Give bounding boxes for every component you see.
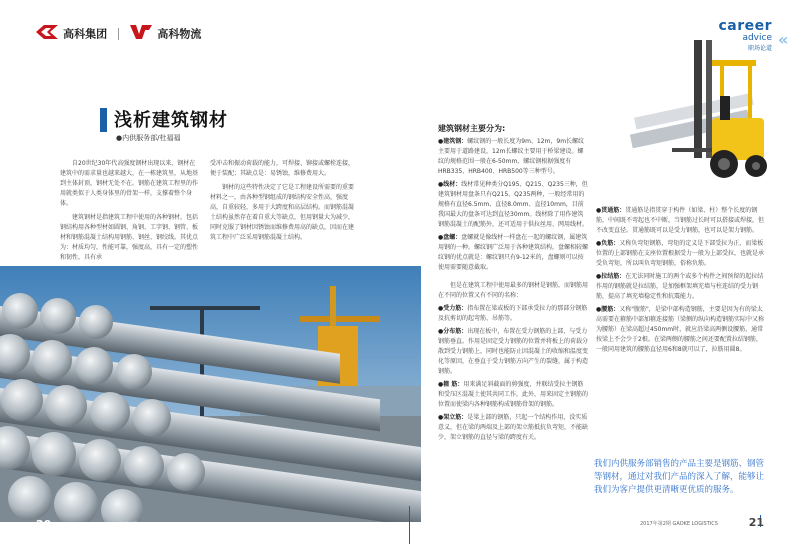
double-chevron-left-icon: «	[778, 30, 789, 49]
footer-left-text: GAOKE LOGISTICS 2017年第2期	[60, 522, 138, 528]
article-column-2	[210, 159, 355, 247]
list-item-text: 螺纹钢的一般长度为9m、12m，9m长螺纹主要用于道路建设，12m长螺纹主要用于桥梁建设。螺纹的规格范围一般在6-50mm，螺纹钢根据强度有HRB335、HRB400、HRB500等三种型号。	[438, 138, 585, 175]
list-item	[438, 327, 588, 377]
list-item-text: 在无法同时施工的两个或多个构件之间预留的起拉结作用的钢筋就是拉结筋，是加强框架填充墙与柱连结的受力钢筋，提高了填充墙稳定性和抗震能力。	[596, 273, 764, 300]
list-item	[596, 206, 764, 236]
steel-bars-photo	[0, 266, 421, 522]
paragraph: 钢材的这些特性决定了它是工程建设所需要的重要材料之一，由各种型钢组成的钢结构安全性高，强度高，自重较轻，多用于大跨度和高层结构。而钢筋混凝土结构虽然存在着自重大等缺点，但用钢量大为减少，同时克服了钢材因锈蚀而维修费用高的缺点，因而在建筑工程中广泛采用钢筋混凝土结构。	[210, 184, 355, 241]
list-item-label: ●架立筋：	[438, 414, 468, 421]
article-column-3	[438, 124, 588, 446]
article-byline: ●内供服务部/杜福福	[116, 134, 181, 142]
list-item-text: 又称负弯矩钢筋，弯矩的定义是下部受拉为正，而梁板位置的上部钢筋在支座位置根据受力一般为上部受拉，也就是承受负弯矩，所以叫负弯矩钢筋，俗称负筋。	[596, 240, 765, 267]
footer-right-text: 2017年第2期 GAOKE LOGISTICS	[640, 521, 718, 527]
list-item-label: ●线材：	[438, 181, 462, 188]
section-header-advice: advice	[742, 33, 772, 43]
paragraph: 建筑钢材是指建筑工程中使用的各种钢材，包括钢结构用各种型材如圆钢、角钢、工字钢、钢管、板材和钢筋混凝土结构用钢筋、钢丝、钢绞线。其优点为：材质均匀，性能可靠，强度高，具有一定的塑性和韧性，具有承	[60, 214, 199, 261]
section-header-career: career	[718, 18, 772, 34]
section-header-cn: 职场论道	[747, 45, 772, 52]
list-item-text: 指布置在梁或板的下部承受拉力的那部分钢筋及抗剪切的起弯筋、吊筋等。	[438, 305, 588, 322]
logo-divider	[118, 28, 119, 40]
paragraph: 受冲击和振动荷载的能力，可焊接、铆接或螺栓连接，便于装配；其缺点是：易锈蚀，维修费用大。	[210, 160, 355, 177]
gaoke-logistics-logo-icon	[130, 24, 152, 43]
page-number-right: 21	[748, 516, 764, 529]
gaoke-group-logo-icon	[36, 24, 58, 43]
page-number-left: 20	[36, 518, 52, 531]
list-item-text: 贯通筋是指贯穿于构件（如梁、柱）整个长度的钢筋，中间既不弯起也不中断，当钢筋过长时可以搭接或焊接，但不改变直径。贯通筋既可以是受力钢筋，也可以是架力钢筋。	[596, 207, 765, 234]
section-title: 建筑钢材主要分为:	[438, 124, 506, 133]
logo-group-text: 高科集团	[63, 27, 108, 41]
list-item	[438, 233, 588, 273]
header-logos	[36, 23, 266, 39]
list-item-label: ●建筑钢：	[438, 138, 468, 145]
list-item-label: ●腰筋：	[596, 306, 620, 313]
list-item-text: 盘螺就是像线材一样盘在一起的螺纹钢，属建筑用钢的一种。螺纹钢广泛用于各种建筑结构，盘螺相较螺纹钢的优点就是：螺纹钢只有9-12米的，盘螺则可以按使用需要随意截取。	[438, 234, 589, 271]
list-item-text: 用来满足斜截面的剪强度，并联结受拉主钢筋和受压区混凝土使其共同工作，此外，用来固定主钢筋的位置而使梁内各种钢筋构成钢筋骨架的钢筋。	[438, 381, 589, 408]
article-column-1	[60, 159, 198, 267]
paragraph: 但是在建筑工程中使用最多的钢材是钢筋，而钢筋用在不同的位置又有不同的名称：	[438, 282, 589, 299]
list-item-label: ●分布筋：	[438, 328, 468, 335]
list-item-label: ●拉结筋：	[596, 273, 626, 280]
list-item-text: 是梁上部的钢筋，只起一个结构作用，没实质意义，但在梁的两端及上部的架立筋抵抗负弯矩，不能缺少，架立钢筋的直径与梁的跨度有关。	[438, 414, 589, 441]
article-title: 浅析建筑钢材	[114, 110, 228, 131]
list-item	[438, 137, 588, 177]
logo-logistics-text: 高科物流	[157, 27, 202, 41]
footer-divider	[409, 506, 410, 544]
paragraph: 自20世纪30年代高强度钢材出现以来，钢材在建筑中的需求量也越来越大，在一栋建筑里，从地基到主体封顶，钢材无处不在。钢筋在建筑工程里的作用就类似于人类身体里的骨架一样，支撑着整个身体。	[60, 160, 199, 207]
list-item-label: ●盘螺：	[438, 234, 462, 241]
forklift-illustration	[620, 30, 770, 190]
list-item	[438, 380, 588, 410]
list-item-label: ●箍 筋：	[438, 381, 464, 388]
list-item-text: 出现在板中，布置在受力钢筋的上部，与受力钢筋垂直。作用是固定受力钢筋的位置并将板上的荷载分散到受力钢筋上，同时也能防止因混凝土的收缩和温度变化等原因，在垂直于受力钢筋方向产生的裂缝，属于构造钢筋。	[438, 328, 589, 375]
list-item	[596, 305, 764, 355]
list-item-label: ●贯通筋：	[596, 207, 626, 214]
list-item-label: ●受力筋：	[438, 305, 468, 312]
list-item	[596, 272, 764, 302]
title-accent-bar	[100, 108, 107, 132]
article-column-4	[596, 206, 764, 358]
list-item	[596, 239, 764, 269]
list-item	[438, 413, 588, 443]
list-item-text: 又称"腹筋"，是梁中部构造钢筋，主要是因为有的梁太高需要在箍筋中部加箍连接筋（梁侧的纵向构造钢筋实际中又称为腰筋）在梁高超过450mm时，就应沿梁高两侧设腰筋，通常按梁上不会少于2根。在梁两侧的腰筋之间还要配置拉结钢筋，一般同用建筑的腰筋直径用6和8就可以了，拉筋用圆8。	[596, 306, 765, 353]
list-item	[438, 180, 588, 230]
list-item	[438, 304, 588, 324]
list-item-text: 线材常见种类分Q195、Q215、Q235三种，但建筑钢材用盘条只有Q215、Q235两种，一般经常用的规格有直径6.5mm、直径8.0mm、直径10mm，目前我国最大的盘条可达到直径30mm。线材除了用作建筑钢筋混凝土的配筋外，还可适用于供拉丝用、网用线材。	[438, 181, 589, 228]
list-item-label: ●负筋：	[596, 240, 620, 247]
pull-quote: 我们内供服务部销售的产品主要是钢筋、钢管等钢材，通过对我们产品的深入了解，能够让我们为客户提供更清晰更优质的服务。	[594, 459, 765, 495]
